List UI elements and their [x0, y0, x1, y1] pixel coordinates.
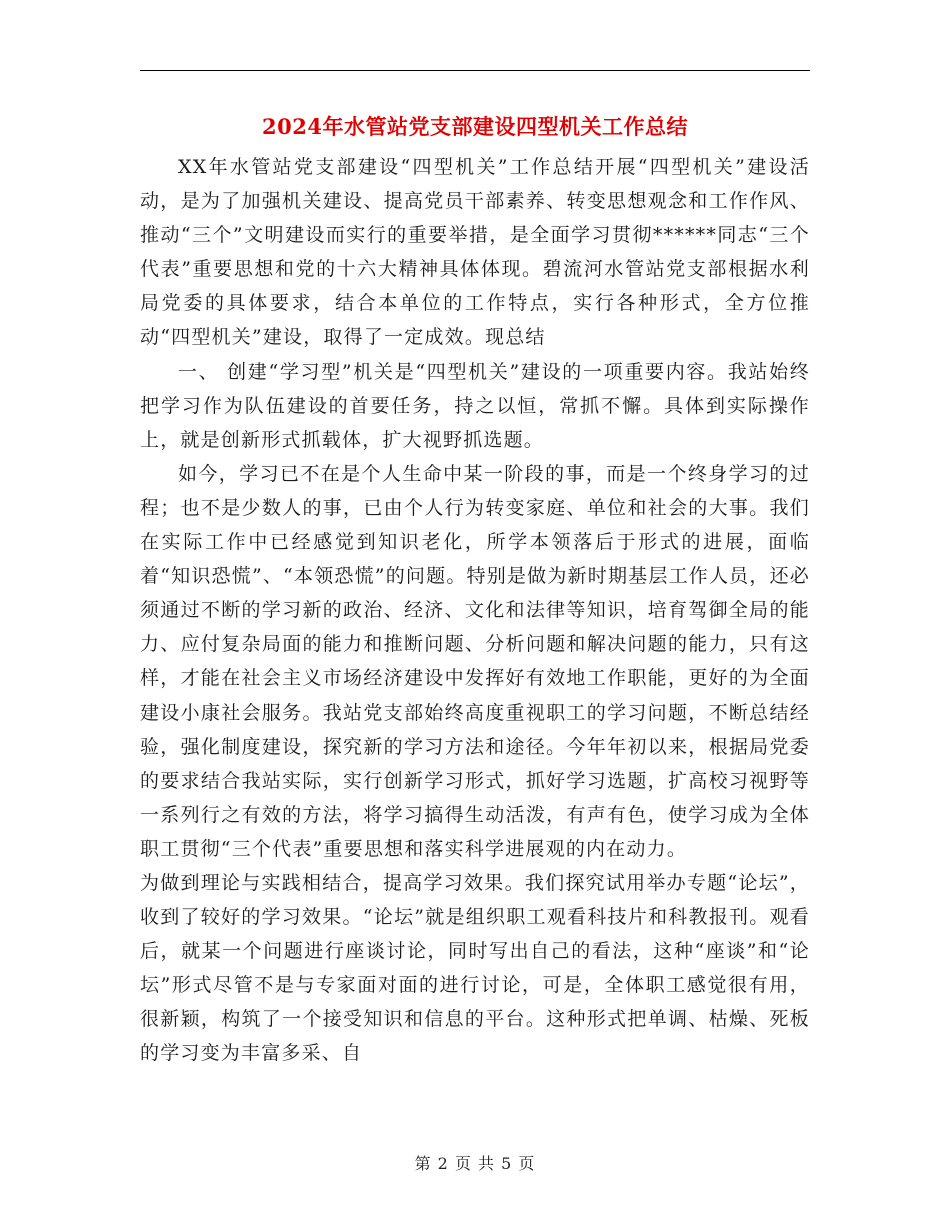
paragraph-learning: 如今，学习已不在是个人生命中某一阶段的事，而是一个终身学习的过程；也不是少数人的事，已由个人行为转变家庭、单位和社会的大事。我们在实际工作中已经感觉到知识老化，所学本领落后于形式的进展，面临着“知识恐慌”、“本领恐慌”的问题。特别是做为新时期基层工作人员，还必须通过不断的学习新的政治、经济、文化和法律等知识，培育驾御全局的能力、应付复杂局面的能力和推断问题、分析问题和解决问题的能力，只有这样，才能在社会主义市场经济建设中发挥好有效地工作职能，更好的为全面建设小康社会服务。我站党支部始终高度重视职工的学习问题，不断总结经验，强化制度建设，探究新的学习方法和途径。今年年初以来，根据局党委的要求结合我站实际，实行创新学习形式，抓好学习选题，扩高校习视野等一系列行之有效的方法，将学习搞得生动活泼，有声有色，使学习成为全体职工贯彻“三个代表”重要思想和落实科学进展观的内在动力。: [140, 462, 810, 860]
header-rule: [140, 70, 810, 71]
paragraph-section-one: 一、 创建“学习型”机关是“四型机关”建设的一项重要内容。我站始终把学习作为队伍建设的首要任务，持之以恒，常抓不懈。具体到实际操作上，就是创新形式抓载体，扩大视野抓选题。: [140, 360, 810, 451]
paragraph-intro: XX年水管站党支部建设“四型机关”工作总结开展“四型机关”建设活动，是为了加强机关建设、提高党员干部素养、转变思想观念和工作作风、推动“三个”文明建设而实行的重要举措，是全面学习贯彻******同志“三个代表”重要思想和党的十六大精神具体体现。碧流河水管站党支部根据水利局党委的具体要求，结合本单位的工作特点，实行各种形式，全方位推动“四型机关”建设，取得了一定成效。现总结: [140, 156, 810, 349]
document-title: 2024年水管站党支部建设四型机关工作总结: [262, 114, 688, 139]
paragraph-forum: 为做到理论与实践相结合，提高学习效果。我们探究试用举办专题“论坛”，收到了较好的学习效果。“论坛”就是组织职工观看科技片和科教报刊。观看后，就某一个问题进行座谈讨论，同时写出自己的看法，这种“座谈”和“论坛”形式尽管不是与专家面对面的进行讨论，可是，全体职工感觉很有用，很新颖，构筑了一个接受知识和信息的平台。这种形式把单调、枯燥、死板的学习变为丰富多采、自: [140, 871, 810, 1065]
page-number: 第 2 页 共 5 页: [414, 1154, 536, 1173]
document-body: [140, 150, 810, 1071]
